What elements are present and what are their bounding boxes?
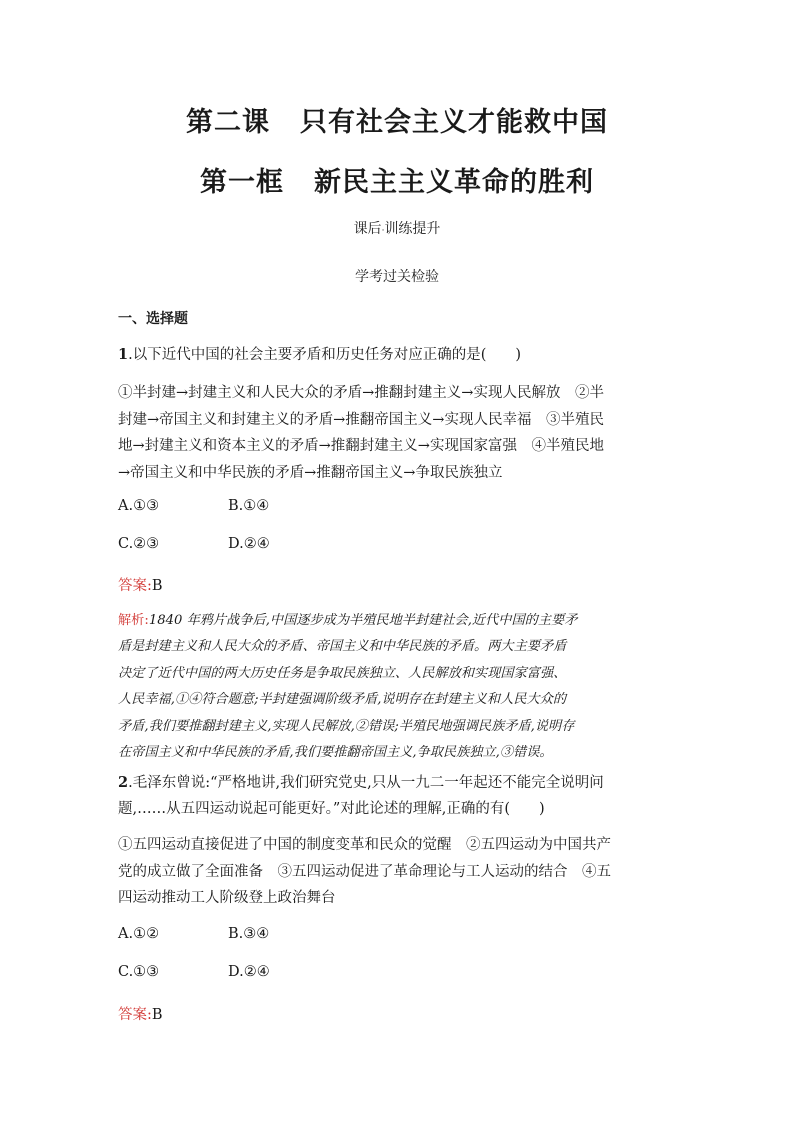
q2-answer <box>118 1003 163 1024</box>
explanation-line: 盾是封建主义和人民大众的矛盾、帝国主义和中华民族的矛盾。两大主要矛盾 <box>118 639 567 655</box>
explanation-line: 人民幸福,①④符合题意;半封建强调阶级矛盾,说明存在封建主义和人民大众的 <box>118 692 567 708</box>
question-1-stem <box>118 342 678 368</box>
answer-label: 答案: <box>118 578 152 594</box>
part-heading: 一、选择题 <box>118 311 188 327</box>
frame-number: 第一框 <box>200 167 284 198</box>
answer-value: B <box>151 578 163 594</box>
question-text: .以下近代中国的社会主要矛盾和历史任务对应正确的是( ) <box>128 347 522 363</box>
frame-title <box>0 160 794 199</box>
explanation-line: 1840 年鸦片战争后,中国逐步成为半殖民地半封建社会,近代中国的主要矛 <box>148 613 578 628</box>
statement-line: 封建→帝国主义和封建主义的矛盾→推翻帝国主义→实现人民幸福 ③半殖民 <box>118 411 604 428</box>
frame-name: 新民主主义革命的胜利 <box>314 167 594 198</box>
question-number: 2 <box>118 774 129 791</box>
q1-option-a: A.①③ <box>118 498 160 514</box>
practice-label-a: 课后 <box>353 221 382 237</box>
explanation-label: 解析: <box>118 613 149 628</box>
statement-line: 地→封建主义和资本主义的矛盾→推翻封建主义→实现国家富强 ④半殖民地 <box>118 438 604 454</box>
explanation-line: 在帝国主义和中华民族的矛盾,我们要推翻帝国主义,争取民族独立,③错误。 <box>118 745 553 761</box>
lesson-name: 只有社会主义才能救中国 <box>300 107 608 138</box>
explanation-line: 决定了近代中国的两大历史任务是争取民族独立、人民解放和实现国家富强、 <box>118 665 567 681</box>
section-label: 学考过关检验 <box>355 269 439 285</box>
question-1-statements <box>118 380 678 486</box>
q2-option-d: D.②④ <box>228 964 270 980</box>
lesson-number: 第二课 <box>186 107 270 138</box>
explanation-line: 矛盾,我们要推翻封建主义,实现人民解放,②错误;半殖民地强调民族矛盾,说明存 <box>118 718 575 734</box>
statement-line: 党的成立做了全面准备 ③五四运动促进了革命理论与工人运动的结合 ④五 <box>118 863 611 880</box>
statement-line: 四运动推动工人阶级登上政治舞台 <box>118 890 336 906</box>
q2-option-b: B.③④ <box>228 926 270 942</box>
q1-option-b: B.①④ <box>228 498 270 514</box>
lesson-title <box>0 100 794 139</box>
question-2-stem <box>118 770 678 822</box>
question-number: 1 <box>118 346 129 363</box>
answer-value: B <box>151 1007 163 1023</box>
question-text: .毛泽东曾说:“严格地讲,我们研究党史,只从一九二一年起还不能完全说明问 <box>128 775 604 791</box>
answer-label: 答案: <box>118 1007 152 1023</box>
q1-explanation <box>118 608 682 766</box>
statement-line: →帝国主义和中华民族的矛盾→推翻帝国主义→争取民族独立 <box>118 464 503 481</box>
statement-line: ①半封建→封建主义和人民大众的矛盾→推翻封建主义→实现人民解放 ②半 <box>118 385 604 401</box>
q1-answer <box>118 574 163 595</box>
question-text: 题,……从五四运动说起可能更好。”对此论述的理解,正确的有( ) <box>118 801 545 817</box>
q2-option-c: C.①③ <box>118 964 160 980</box>
q1-option-d: D.②④ <box>228 536 270 552</box>
practice-label: 课后·训练提升 <box>353 221 441 237</box>
statement-line: ①五四运动直接促进了中国的制度变革和民众的觉醒 ②五四运动为中国共产 <box>118 837 611 853</box>
q2-option-a: A.①② <box>118 926 160 942</box>
question-2-statements <box>118 832 678 912</box>
q1-option-c: C.②③ <box>118 536 160 552</box>
practice-label-b: 训练提升 <box>384 221 441 237</box>
